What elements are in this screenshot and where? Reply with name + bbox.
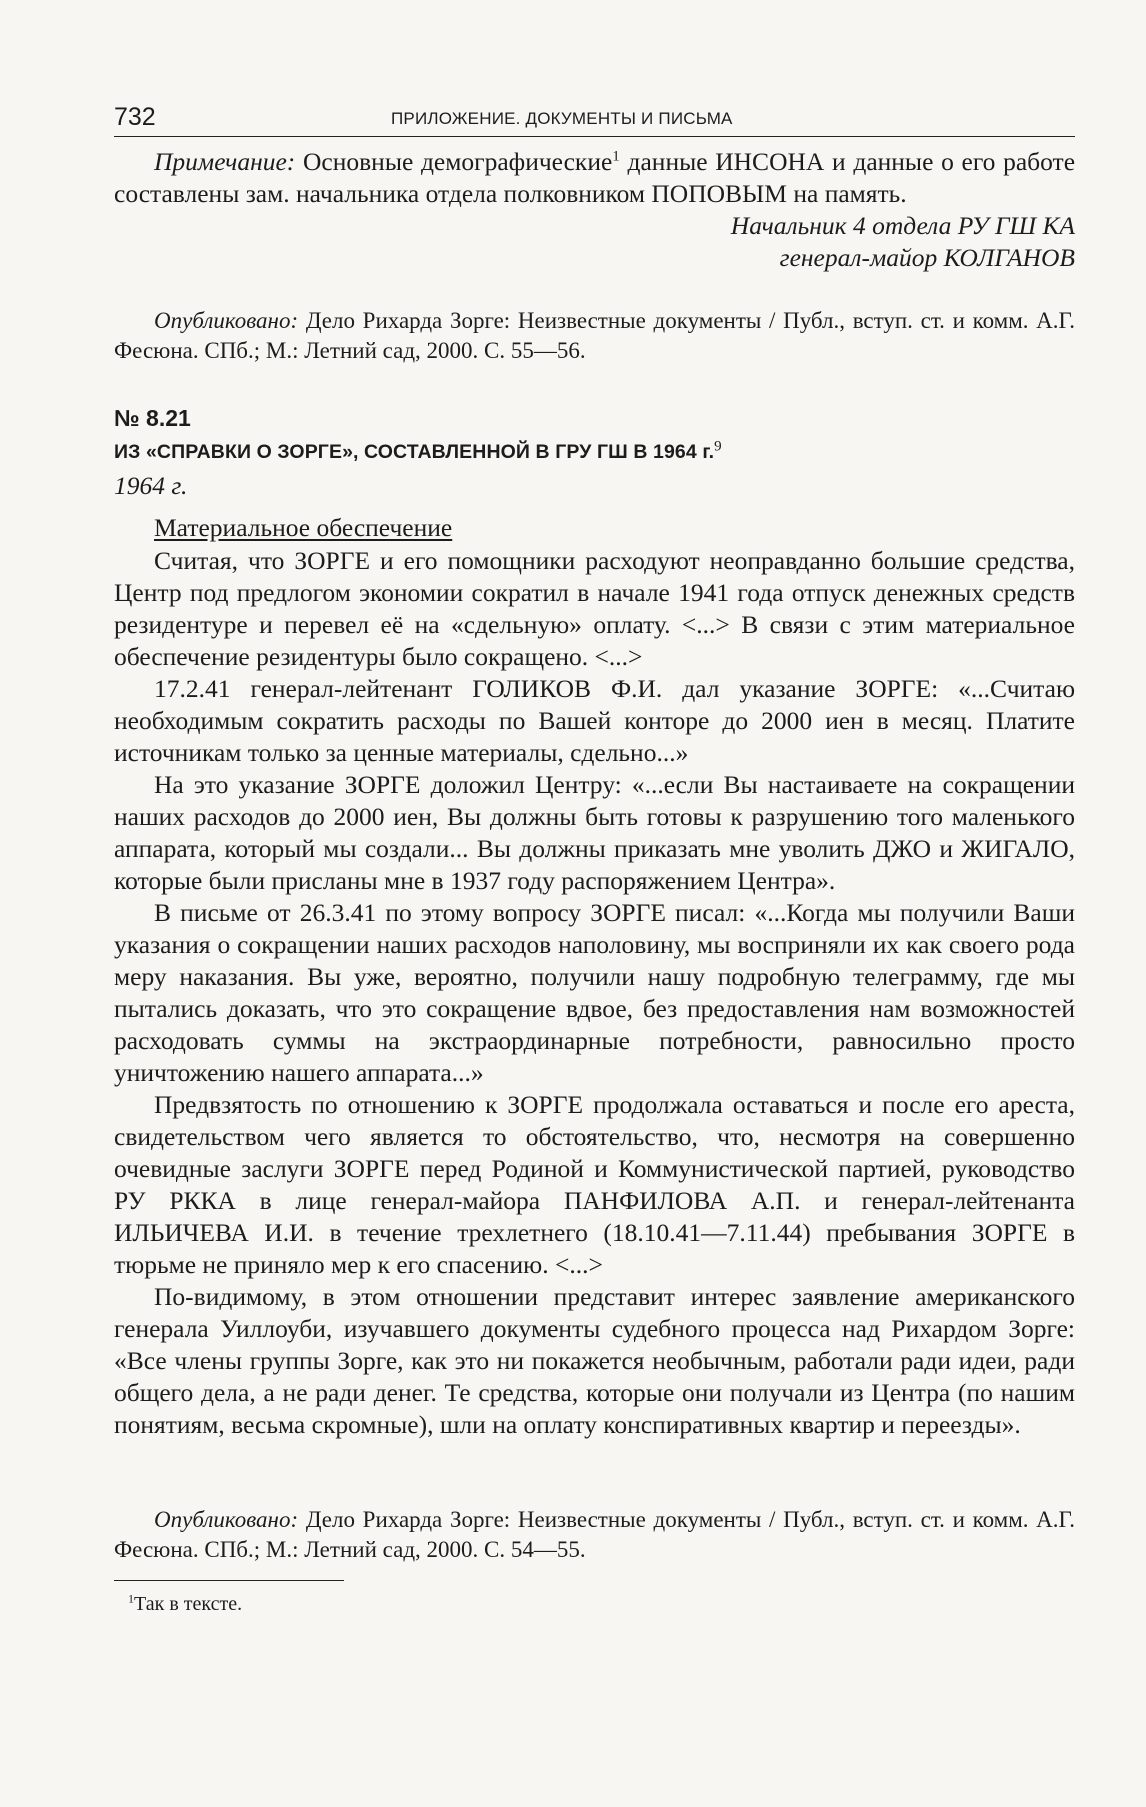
body-paragraph: 17.2.41 генерал-лейтенант ГОЛИКОВ Ф.И. дал указание ЗОРГЕ: «...Считаю необходимым сократить расходы по Вашей конторе до 2000 иен в месяц. Платите источникам только за ценные материалы, сдельно...» xyxy=(114,674,1075,767)
document-title-text: ИЗ «СПРАВКИ О ЗОРГЕ», СОСТАВЛЕННОЙ В ГРУ ГШ В 1964 г. xyxy=(114,441,715,463)
body-paragraph: По-видимому, в этом отношении представит интерес заявление американского генерала Уиллоуби, изучавшего документы судебного процесса над Рихардом Зорге: «Все члены группы Зорге, как это ни покажется необычным, работали ради идеи, ради общего дела, а не ради денег. Те средства, которые они получали из Центра (по нашим понятиям, весьма скромные), шли на оплату конспиративных квартир и переезды». xyxy=(114,1282,1075,1439)
note-block xyxy=(114,146,1075,274)
section-title: Материальное обеспечение xyxy=(154,513,453,542)
signature-position: Начальник 4 отдела РУ ГШ КА xyxy=(730,211,1075,240)
note-paragraph xyxy=(114,146,1075,210)
body-paragraph: На это указание ЗОРГЕ доложил Центру: «...если Вы настаиваете на сокращении наших расходов до 2000 иен, Вы должны быть готовы к разрушению того маленького аппарата, который мы создали... Вы должны приказать мне уволить ДЖО и ЖИГАЛО, которые были присланы мне в 1937 году распоряжением Центра». xyxy=(114,770,1075,895)
published-block-1 xyxy=(114,306,1075,366)
body-paragraph: Предвзятость по отношению к ЗОРГЕ продолжала оставаться и после его ареста, свидетельством чего является то обстоятельство, что, несмотря на совершенно очевидные заслуги ЗОРГЕ перед Родиной и Коммунистической партией, руководство РУ РККА в лице генерал-майора ПАНФИЛОВА А.П. и генерал-лейтенанта ИЛЬИЧЕВА И.И. в течение трехлетнего (18.10.41—7.11.44) пребывания ЗОРГЕ в тюрьме не приняло мер к его спасению. <...> xyxy=(114,1090,1075,1279)
footnote-rule xyxy=(114,1580,344,1581)
document-title-footnote-ref: 9 xyxy=(714,438,722,455)
running-head: ПРИЛОЖЕНИЕ. ДОКУМЕНТЫ И ПИСЬМА xyxy=(391,109,733,128)
document-number: № 8.21 xyxy=(114,405,191,431)
body-text xyxy=(114,545,1075,1441)
header-rule xyxy=(114,136,1075,137)
document-title xyxy=(114,438,722,464)
page-header xyxy=(114,103,1074,133)
footnote-marker: 1 xyxy=(128,1591,134,1606)
note-label: Примечание: xyxy=(154,147,296,176)
footnote-text: Так в тексте. xyxy=(134,1593,243,1615)
body-paragraph: Считая, что ЗОРГЕ и его помощники расходуют неоправданно большие средства, Центр под предлогом экономии сократил в начале 1941 года отпуск денежных средств резидентуре и перевел её на «сдельную» оплату. <...> В связи с этим материальное обеспечение резидентуры было сокращено. <...> xyxy=(114,546,1075,671)
published-label-2: Опубликовано: xyxy=(154,1507,299,1532)
signature-name: генерал-майор КОЛГАНОВ xyxy=(779,243,1075,272)
page-number: 732 xyxy=(114,103,156,131)
note-text-a: Основные демографические xyxy=(303,147,613,176)
published-text-1: Дело Рихарда Зорге: Неизвестные документы / Публ., вступ. ст. и комм. А.Г. Фесюна. СПб.; М.: Летний сад, 2000. С. 55—56. xyxy=(114,308,1075,363)
published-block-2 xyxy=(114,1505,1075,1565)
note-footnote-ref: 1 xyxy=(612,148,620,165)
body-paragraph: В письме от 26.3.41 по этому вопросу ЗОРГЕ писал: «...Когда мы получили Ваши указания о сокращении наших расходов наполовину, мы восприняли их как своего рода меру наказания. Вы уже, вероятно, получили нашу подробную телеграмму, где мы пытались доказать, что это сокращение вдвое, без предоставления нам возможностей расходовать суммы на экстраординарные потребности, равносильно просто уничтожению нашего аппарата...» xyxy=(114,898,1075,1087)
published-label-1: Опубликовано: xyxy=(154,308,299,333)
document-date: 1964 г. xyxy=(114,471,188,500)
footnote xyxy=(128,1593,242,1616)
published-text-2: Дело Рихарда Зорге: Неизвестные документы / Публ., вступ. ст. и комм. А.Г. Фесюна. СПб.; М.: Летний сад, 2000. С. 54—55. xyxy=(114,1507,1075,1562)
note-text-b: данные ИНСОНА и данные о его работе составлены зам. начальника отдела полковником ПОПОВЫМ на память. xyxy=(114,147,1076,208)
